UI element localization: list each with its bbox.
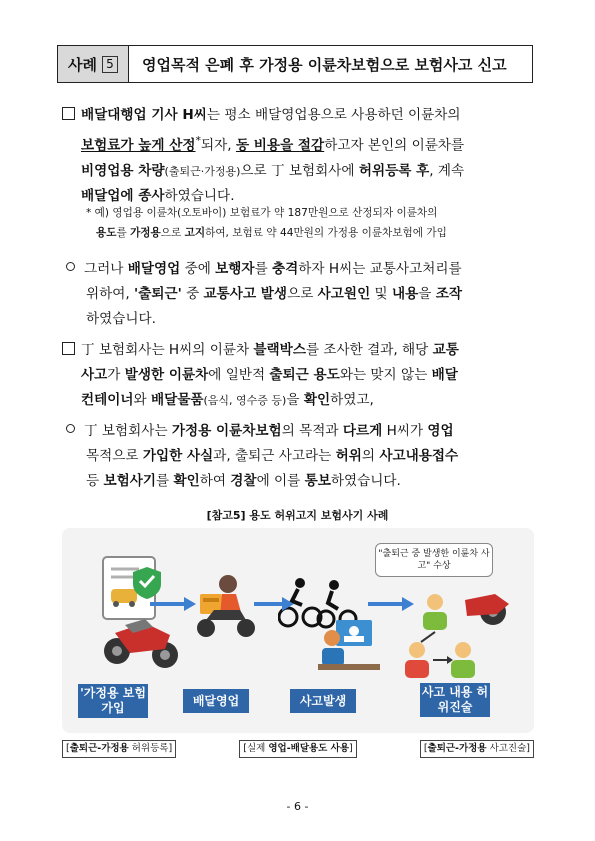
p2-text: 을: [418, 286, 436, 302]
p4-text: 의 목적과: [281, 423, 343, 439]
p4-text: 의: [361, 448, 380, 464]
p2-text: 조작: [435, 286, 462, 302]
p3-text: 丁 보험회사는 H씨의 이륜차: [81, 342, 254, 358]
circle-bullet-icon: [66, 424, 75, 433]
p3-text: 교통: [432, 342, 459, 358]
p2-text: 으로: [287, 286, 318, 302]
p4-text: 가정용 이륜차보험: [171, 423, 282, 439]
caption-row: [62, 740, 534, 758]
footnote: [86, 203, 447, 243]
caption-text: 출퇴근-가정용: [427, 743, 487, 754]
footnote-text: 가정용: [130, 227, 161, 239]
footnote-line: * 예) 영업용 이륜차(오토바이) 보험료가 약 187만원으로 산정되자 이륜차의: [86, 207, 438, 219]
report-desk-icon: [318, 618, 380, 674]
p1-text: 배달업에 종사: [81, 187, 165, 204]
p3-text: 발생한 이륜차: [124, 367, 209, 383]
p3-text: 컨테이너: [81, 392, 134, 408]
p1-text: 비영업용 차량: [81, 162, 165, 179]
case-tag-label: 사례: [68, 55, 97, 74]
p4-text: 목적으로: [86, 448, 143, 464]
p3-text: 를 조사한 결과, 해당: [305, 342, 433, 358]
p4-text: 하여: [199, 473, 231, 489]
delivery-rider-icon: [190, 570, 260, 640]
p4-text: 에 이를: [256, 473, 305, 489]
p4-text: 경찰: [230, 473, 257, 489]
p1-text: 으로 丁 보험회사에: [240, 162, 359, 179]
p2-text: 그러나: [84, 261, 128, 277]
caption-text: 영업-배달용도 사용: [268, 743, 350, 754]
case-number: 5: [102, 56, 118, 73]
p2-text: 보행자: [215, 261, 255, 277]
statement-people-motorcycle-icon: [405, 580, 515, 680]
p2-text: '출퇴근': [134, 286, 182, 302]
footnote-text: 용도: [96, 227, 117, 239]
caption-text: ]: [349, 743, 353, 754]
p1-text: 배달대행업 기사 H씨: [81, 107, 207, 123]
step-box-3: 사고발생: [290, 689, 356, 713]
p1-text: 되자,: [201, 137, 236, 154]
p4-text: 다르게: [342, 423, 383, 439]
caption-text: 사고진술]: [486, 743, 530, 754]
p2-text: 하자 H씨는 교통사고처리를: [298, 261, 462, 277]
case-tag: [58, 46, 129, 82]
caption-1: [62, 740, 176, 758]
speech-bubble: "출퇴근 중 발생한 이륜차 사고" 수상: [375, 543, 493, 577]
paragraph-3: [62, 338, 459, 413]
p4-text: 과, 출퇴근 사고라는: [213, 448, 336, 464]
paragraph-4: [66, 419, 458, 494]
p4-text: 등: [86, 473, 104, 489]
caption-text: 출퇴근-가정용: [69, 743, 129, 754]
p4-text: 보험사기: [103, 473, 156, 489]
p4-text: 를: [155, 473, 174, 489]
p1-text: 보험료가 높게 산정: [81, 137, 196, 154]
p2-text: 배달영업: [127, 261, 181, 277]
paragraph-2: [66, 257, 462, 332]
p2-text: 위하여,: [86, 286, 135, 302]
p2-text: 교통사고 발생: [203, 286, 288, 302]
caption-text: [: [423, 743, 428, 754]
p2-text: 및: [370, 286, 392, 302]
p4-text: 가입한 사실: [142, 448, 214, 464]
footnote-marker: *: [195, 134, 202, 147]
p1-text: 는 평소 배달영업용으로 사용하던 이륜차의: [206, 107, 461, 123]
p4-text: 영업: [427, 423, 454, 439]
p3-text: 가: [107, 367, 125, 383]
p3-text: 에 일반적: [208, 367, 270, 383]
p1-text: 허위등록 후: [358, 162, 430, 179]
caption-text: 허위등록]: [128, 743, 173, 754]
square-bullet-icon: [62, 107, 75, 120]
p3-text: 확인: [303, 392, 331, 408]
p4-text: 사고내용접수: [379, 448, 459, 464]
arrow-right-icon: [368, 596, 416, 612]
caption-text: [: [66, 743, 70, 754]
p2-text: 를: [254, 261, 273, 277]
p4-text: 丁 보험회사는: [84, 423, 172, 439]
p1-text: 하였습니다.: [164, 187, 235, 204]
p3-text: 배달: [431, 367, 458, 383]
case-title: 영업목적 은폐 후 가정용 이륜차보험으로 보험사고 신고: [142, 55, 507, 74]
p3-text: 블랙박스: [253, 342, 306, 358]
p3-text: 을: [286, 392, 304, 408]
p2-text: 사고원인: [317, 286, 371, 302]
insurance-document-motorcycle-icon: [95, 553, 185, 673]
p4-text: 통보: [304, 473, 331, 489]
p2-text: 충격: [272, 261, 299, 277]
footnote-text: 하여, 보험료 약 44만원의 가정용 이륜차보험에 가입: [205, 227, 447, 239]
caption-text: [실제: [243, 743, 269, 754]
p1-text: , 계속: [429, 162, 465, 179]
p3-text: 출퇴근 용도: [269, 367, 340, 383]
p1-text: 동 비용을 절감: [235, 137, 325, 154]
circle-bullet-icon: [66, 262, 75, 271]
reference-title: [참고5] 용도 허위고지 보험사기 사례: [206, 509, 389, 522]
p1-text: 하고자 본인의 이륜차를: [324, 137, 465, 154]
footnote-text: 으로: [160, 227, 185, 239]
p4-text: 하였습니다.: [330, 473, 401, 489]
p3-text: 와는 맞지 않는: [339, 367, 432, 383]
arrow-right-icon: [254, 596, 296, 612]
p2-text: 내용: [391, 286, 419, 302]
p3-text: 배달물품: [150, 392, 204, 408]
p3-text: 하였고,: [330, 392, 374, 408]
step-box-4: 사고 내용 허위진술: [420, 683, 490, 717]
case-title-box: [57, 45, 533, 83]
p4-text: 허위: [335, 448, 362, 464]
arrow-right-icon: [150, 596, 198, 612]
p2-text: 중: [181, 286, 204, 302]
caption-3: [420, 740, 534, 758]
square-bullet-icon: [62, 342, 75, 355]
page-number: - 6 -: [286, 800, 309, 813]
p4-text: 확인: [173, 473, 200, 489]
p3-text: 와: [133, 392, 151, 408]
footnote-text: 고지: [184, 227, 206, 239]
p2-text: 중에: [180, 261, 216, 277]
p1-text: (출퇴근·가정용): [164, 164, 241, 178]
step-box-1: '가정용 보험가입: [78, 684, 148, 718]
p4-text: H씨가: [382, 423, 428, 439]
p2-text: 하였습니다.: [86, 311, 156, 327]
caption-2: [239, 740, 356, 758]
footnote-text: 를: [116, 227, 131, 239]
paragraph-1: [62, 103, 464, 209]
p3-text: 사고: [81, 367, 108, 383]
step-box-2: 배달영업: [183, 689, 249, 713]
p3-text: (음식, 영수증 등): [203, 394, 287, 407]
